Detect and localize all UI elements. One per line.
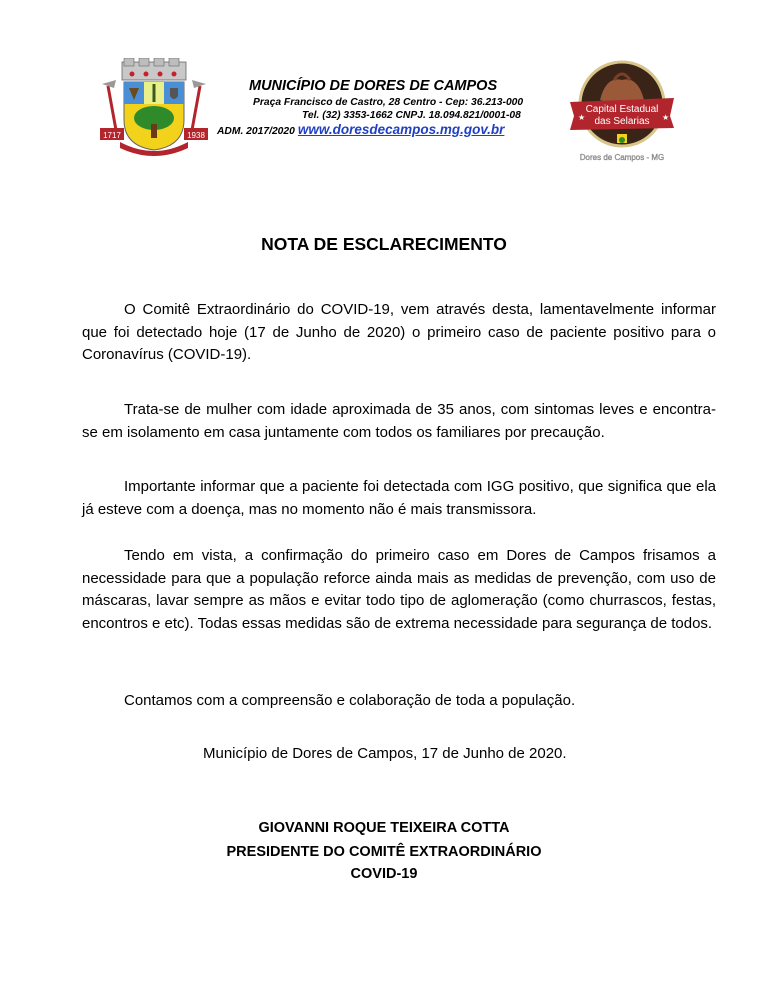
star-icon: ★ xyxy=(662,113,670,122)
paragraph xyxy=(82,399,716,444)
coat-year-right: 1938 xyxy=(187,131,205,140)
paragraph-text: O Comitê Extraordinário do COVID-19, vem através desta, lamentavelmente informar que foi detectado hoje (17 de Junho de 2020) o primeiro caso de paciente positivo para o Coronavírus (COVID-19). xyxy=(82,301,716,364)
address: Praça Francisco de Castro, 28 Centro - Cep: 36.213-000 xyxy=(253,97,524,108)
paragraph-text: Importante informar que a paciente foi detectada com IGG positivo, que significa que ela já esteve com a doença, mas no momento não é mais transmissora. xyxy=(82,478,716,518)
signatory-committee: COVID-19 xyxy=(350,866,418,882)
seal-banner-line1: Capital Estadual xyxy=(585,104,659,115)
paragraph-text: Contamos com a compreensão e colaboração de toda a população. xyxy=(124,692,576,709)
coat-of-arms-logo xyxy=(94,58,214,156)
paragraph-text: Tendo em vista, a confirmação do primeiro caso em Dores de Campos frisamos a necessidade para que a população reforce ainda mais as medidas de prevenção, com uso de máscaras, lavar sempre as mãos e evitar todo tipo de aglomeração (como churrascos, festas, encontros e etc). Todas essas medidas são de extrema necessidade para segurança de todos. xyxy=(82,547,716,633)
paragraph xyxy=(82,476,716,521)
paragraph xyxy=(82,299,716,367)
seal-banner-line2: das Selarias xyxy=(594,116,650,127)
administration-line xyxy=(217,122,504,137)
star-icon: ★ xyxy=(578,113,586,122)
signatory-name: GIOVANNI ROQUE TEIXEIRA COTTA xyxy=(258,820,510,836)
website-link[interactable]: www.doresdecampos.mg.gov.br xyxy=(297,122,505,137)
paragraph xyxy=(82,690,716,713)
signatory-role: PRESIDENTE DO COMITÊ EXTRAORDINÁRIO xyxy=(226,844,542,860)
paragraph-text: Trata-se de mulher com idade aproximada de 35 anos, com sintomas leves e encontra-se em isolamento em casa juntamente com todos os familiares por precaução. xyxy=(82,401,716,441)
contact-info: Tel. (32) 3353-1662 CNPJ. 18.094.821/0001-08 xyxy=(302,110,521,121)
capital-selarias-seal-logo xyxy=(566,58,678,166)
paragraph xyxy=(82,545,716,636)
administration-period: ADM. 2017/2020 xyxy=(217,126,295,137)
place-date: Município de Dores de Campos, 17 de Junho de 2020. xyxy=(203,745,567,762)
document-title: NOTA DE ESCLARECIMENTO xyxy=(261,234,507,254)
seal-caption: Dores de Campos - MG xyxy=(579,153,665,162)
municipality-name: MUNICÍPIO DE DORES DE CAMPOS xyxy=(249,78,498,94)
coat-year-left: 1717 xyxy=(103,131,121,140)
